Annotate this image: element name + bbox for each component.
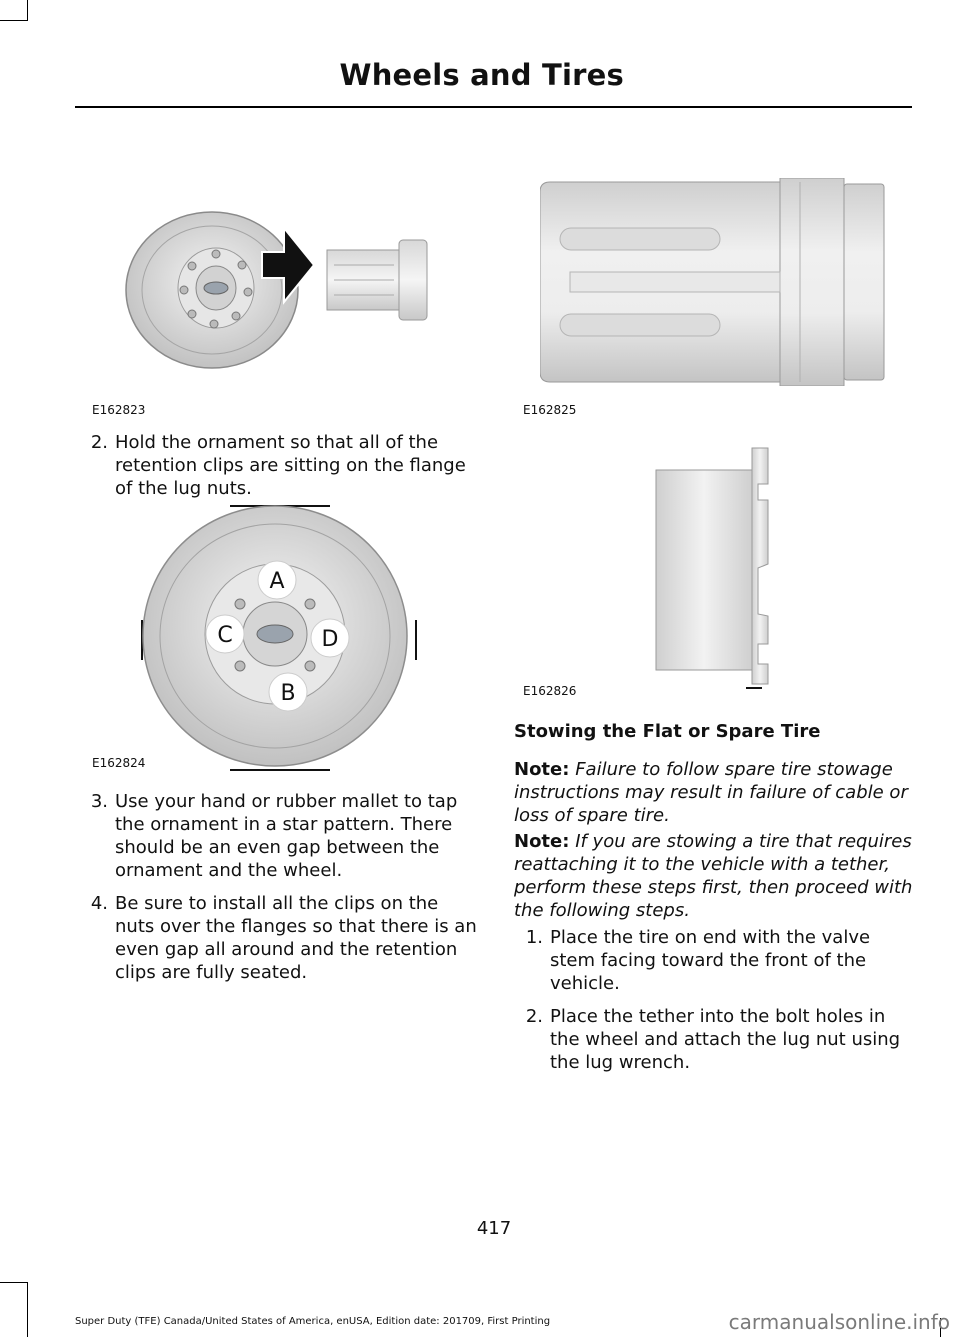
crop-mark-top-left-h <box>0 20 28 21</box>
figure-wheel-arrow-ornament <box>124 210 434 395</box>
note-tether <box>514 830 914 922</box>
page-number: 417 <box>476 1218 512 1239</box>
figure-wheel-labeled <box>140 500 420 775</box>
list-item <box>72 892 482 984</box>
callout-label-a: A <box>269 569 285 594</box>
figure-ornament-profile <box>650 444 780 689</box>
list-item <box>507 1005 912 1074</box>
list-item <box>72 431 482 500</box>
crop-mark-bottom-left-v <box>27 1282 28 1337</box>
step-text: Use your hand or rubber mallet to tap the ornament in a star pattern. There should be an even gap between the ornament and the wheel. <box>115 791 458 881</box>
note-label: Note: <box>514 831 570 852</box>
list-item <box>507 926 912 995</box>
footer-edition: Super Duty (TFE) Canada/United States of America, enUSA, Edition date: 201709, First Printing <box>75 1316 551 1327</box>
figure-code-2: E162825 <box>523 403 577 417</box>
step-text: Be sure to install all the clips on the nuts over the flanges so that there is an even gap all around and the retention clips are fully seated. <box>115 893 477 983</box>
step-number: 2. <box>90 432 108 453</box>
section-heading: Stowing the Flat or Spare Tire <box>514 721 821 742</box>
note-text: Failure to follow spare tire stowage instructions may result in failure of cable or loss of spare tire. <box>514 759 908 826</box>
step-number: 1. <box>525 927 543 948</box>
step-text: Place the tether into the bolt holes in the wheel and attach the lug nut using the lug wrench. <box>550 1006 901 1073</box>
left-steps-top <box>72 431 482 510</box>
crop-mark-top-left-v <box>27 0 28 20</box>
callout-label-d: D <box>321 627 339 652</box>
page-title: Wheels and Tires <box>339 58 624 92</box>
watermark: carmanualsonline.info <box>728 1310 950 1334</box>
list-item <box>72 790 482 882</box>
step-text: Place the tire on end with the valve stem facing toward the front of the vehicle. <box>550 927 871 994</box>
callout-label-b: B <box>280 681 296 706</box>
title-rule <box>75 106 912 108</box>
step-number: 4. <box>90 893 108 914</box>
figure-code-3: E162824 <box>92 756 146 770</box>
step-number: 3. <box>90 791 108 812</box>
crop-mark-bottom-left-h <box>0 1282 28 1283</box>
left-steps-bottom <box>72 790 482 994</box>
figure-ornament-large <box>540 178 888 386</box>
stowing-steps <box>507 926 912 1084</box>
note-text: If you are stowing a tire that requires reattaching it to the vehicle with a tether, perform these steps first, then proceed with the following steps. <box>514 831 913 921</box>
note-label: Note: <box>514 759 570 780</box>
step-text: Hold the ornament so that all of the retention clips are sitting on the flange of the lug nuts. <box>115 432 466 499</box>
figure-code-4: E162826 <box>523 684 577 698</box>
step-number: 2. <box>525 1006 543 1027</box>
callout-label-c: C <box>217 623 233 648</box>
note-cable-failure <box>514 758 914 827</box>
figure-code-1: E162823 <box>92 403 146 417</box>
